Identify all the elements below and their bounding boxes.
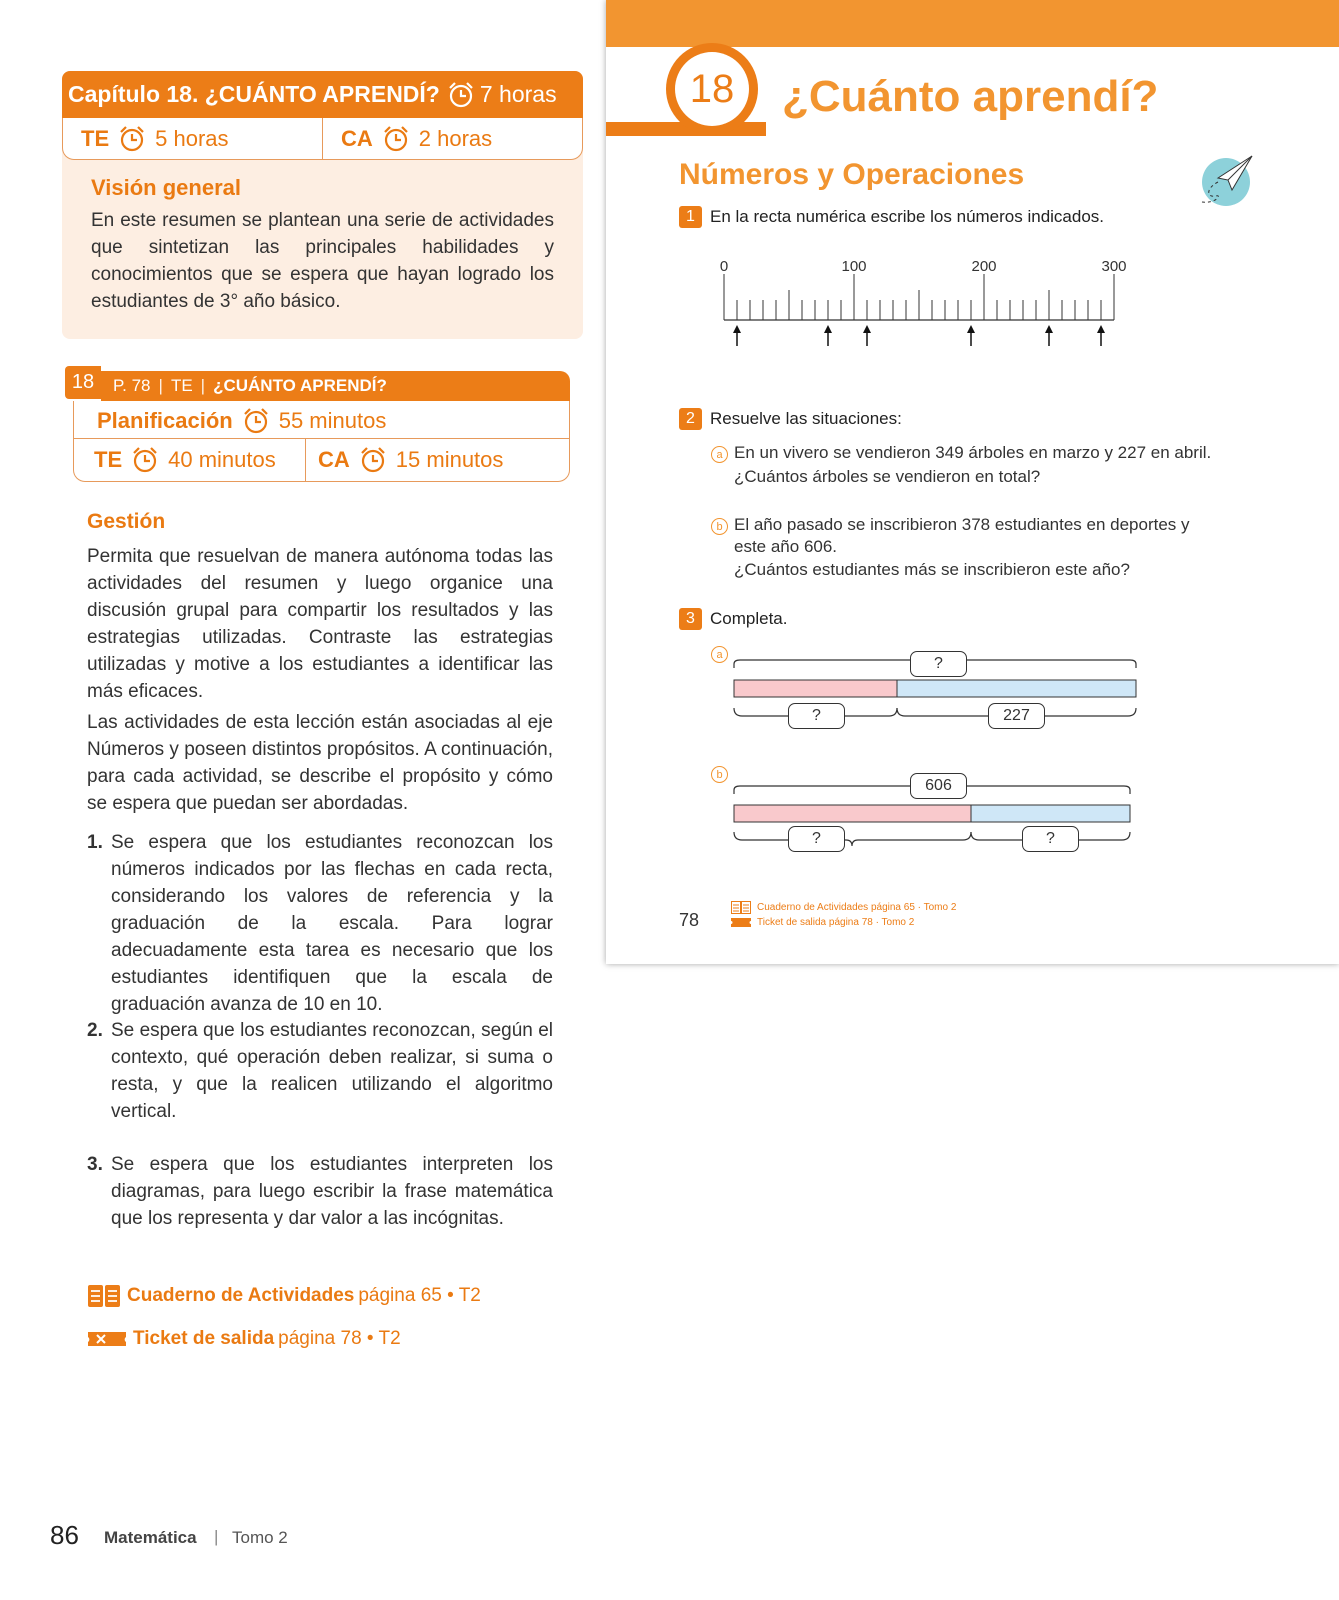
planning-te-time: 40 minutos <box>168 447 276 472</box>
ca-cell <box>322 118 582 159</box>
question-number: 3 <box>679 608 702 630</box>
gestion-title: Gestión <box>87 510 166 533</box>
mini-ticket-text: Ticket de salida página 78 · Tomo 2 <box>757 917 915 928</box>
gestion-paragraph-2: Las actividades de esta lección están asociadas al eje Números y poseen distintos propósitos. A continuación, para cada actividad, se describe el propósito y cómo se espera que puedan ser abordadas. <box>87 712 553 814</box>
student-page-number: 78 <box>679 910 700 930</box>
gestion-item-number: 2. <box>87 1020 103 1041</box>
chapter-hours: 7 horas <box>479 81 557 107</box>
arrow-head <box>863 325 871 333</box>
chapter-title: Capítulo 18. ¿CUÁNTO APRENDÍ? <box>68 81 440 107</box>
alarm-clock-icon <box>117 124 147 154</box>
unknown-part-box[interactable]: ? <box>788 703 845 729</box>
gestion-item-text: Se espera que los estudiantes interpreten los diagramas, para luego escribir la frase matemática que los representa y dar valor a las incógnitas. <box>111 1154 553 1229</box>
vision-body: En este resumen se plantean una serie de actividades que sintetizan las principales habilidades y conocimientos que se espera que hayan logrado los estudiantes de 3° año básico. <box>91 210 554 312</box>
gestion-item-number: 3. <box>87 1154 103 1175</box>
question-text: Resuelve las situaciones: <box>710 409 902 428</box>
mini-ticket-ref <box>731 917 914 928</box>
planning-heading: ¿CUÁNTO APRENDÍ? <box>213 376 387 395</box>
planning-te-label: TE <box>94 447 123 472</box>
number-line-label: 300 <box>1101 258 1127 275</box>
number-line-label: 0 <box>720 258 729 275</box>
alarm-clock-icon <box>241 406 271 436</box>
planning-label: Planificación <box>97 408 233 433</box>
lesson-number: 18 <box>675 52 749 126</box>
gestion-item-text: Se espera que los estudiantes reconozcan los números indicados por las flechas en cada recta, considerando los valores de referencia y la graduación de la escala. Para lograr adecuadamente esta tarea es necesario que los estudiantes identifiquen que la escala de graduación avanza de 10 en 10. <box>111 832 553 1015</box>
subitem-letter: b <box>711 518 728 535</box>
footer-separator: | <box>214 1527 219 1546</box>
cuaderno-label: Cuaderno de Actividades <box>127 1285 355 1306</box>
gestion-item-number: 1. <box>87 832 103 853</box>
chapter-header <box>62 71 583 118</box>
subitem-letter: a <box>711 646 728 663</box>
known-part-box: 227 <box>988 703 1045 729</box>
te-hours: 5 horas <box>155 125 229 151</box>
ticket-icon <box>731 917 751 928</box>
planning-total-time: 55 minutos <box>278 408 387 433</box>
situation-b-line-3: ¿Cuántos estudiantes más se inscribieron este año? <box>734 560 1130 579</box>
number-line <box>720 258 1160 358</box>
alarm-clock-icon <box>358 445 388 475</box>
planning-badge: 18 <box>65 366 101 399</box>
mini-cuaderno-ref <box>731 901 956 914</box>
gestion-item-text: Se espera que los estudiantes reconozcan, según el contexto, qué operación deben realizar, si suma o resta, y que la realicen utilizando el algoritmo vertical. <box>111 1020 553 1122</box>
number-line-label: 100 <box>841 258 867 275</box>
page-number: 86 <box>50 1520 79 1550</box>
gestion-item <box>87 1017 553 1125</box>
situation-b-line-1: El año pasado se inscribieron 378 estudiantes en deportes y <box>734 515 1190 534</box>
paper-plane-icon <box>1198 152 1258 212</box>
planning-header: P. 78 | TE | ¿CUÁNTO APRENDÍ? <box>101 371 570 401</box>
number-line-label: 200 <box>971 258 997 275</box>
volume: Tomo 2 <box>232 1528 288 1547</box>
gestion-paragraph-1: Permita que resuelvan de manera autónoma todas las actividades del resumen y luego organice una discusión grupal para compartir los resultados y las estrategias utilizadas. Contraste las estrategias utilizadas y motive a los estudiantes a identificar las más eficaces. <box>87 546 553 702</box>
subitem-letter: b <box>711 766 728 783</box>
unknown-total-box[interactable]: ? <box>910 651 967 677</box>
arrow-head <box>733 325 741 333</box>
planning-total <box>97 406 386 436</box>
subitem-letter: a <box>711 446 728 463</box>
unknown-part-box[interactable]: ? <box>1022 826 1079 852</box>
ticket-reference <box>87 1328 401 1350</box>
book-icon <box>87 1283 121 1309</box>
te-cell <box>63 118 322 159</box>
subject: Matemática <box>104 1528 197 1547</box>
alarm-clock-icon <box>381 124 411 154</box>
planning-ca-label: CA <box>318 447 350 472</box>
ticket-icon <box>87 1329 127 1349</box>
known-total-box: 606 <box>910 773 967 799</box>
page-ref: P. 78 <box>113 376 151 395</box>
ca-label: CA <box>341 125 373 151</box>
mini-cuaderno-text: Cuaderno de Actividades página 65 · Tomo 2 <box>757 902 957 913</box>
planning-te <box>94 445 276 475</box>
gestion-item <box>87 829 553 1018</box>
arrow-head <box>1045 325 1053 333</box>
planning-ca-time: 15 minutos <box>395 447 504 472</box>
arrow-head <box>1097 325 1105 333</box>
gestion-item <box>87 1151 553 1232</box>
section-title: Números y Operaciones <box>679 158 1025 191</box>
planning-ca <box>318 445 503 475</box>
question-text: En la recta numérica escribe los números indicados. <box>710 207 1105 226</box>
question-number: 2 <box>679 408 702 430</box>
te-label: TE <box>81 125 110 151</box>
alarm-clock-icon <box>130 445 160 475</box>
alarm-clock-icon <box>446 80 476 110</box>
book-icon <box>731 901 751 914</box>
situation-a-line-2: ¿Cuántos árboles se vendieron en total? <box>734 467 1041 486</box>
arrow-head <box>824 325 832 333</box>
page-top-bar <box>606 0 1339 47</box>
arrow-head <box>967 325 975 333</box>
student-page-title: ¿Cuánto aprendí? <box>782 72 1159 121</box>
ca-hours: 2 horas <box>418 125 493 151</box>
situation-a-line-1: En un vivero se vendieron 349 árboles en marzo y 227 en abril. <box>734 443 1212 462</box>
unknown-part-box[interactable]: ? <box>788 826 845 852</box>
vision-title: Visión general <box>91 175 241 200</box>
chapter-time-row <box>62 118 583 160</box>
ticket-page: página 78 • T2 <box>278 1328 401 1349</box>
ticket-label: Ticket de salida <box>133 1328 275 1349</box>
te-ref: TE <box>170 376 193 395</box>
divider <box>74 438 569 439</box>
question-text: Completa. <box>710 609 788 628</box>
cuaderno-page: página 65 • T2 <box>358 1285 481 1306</box>
question-number: 1 <box>679 206 702 228</box>
divider <box>305 438 306 482</box>
cuaderno-reference <box>87 1283 481 1309</box>
situation-b-line-2: este año 606. <box>734 537 838 556</box>
